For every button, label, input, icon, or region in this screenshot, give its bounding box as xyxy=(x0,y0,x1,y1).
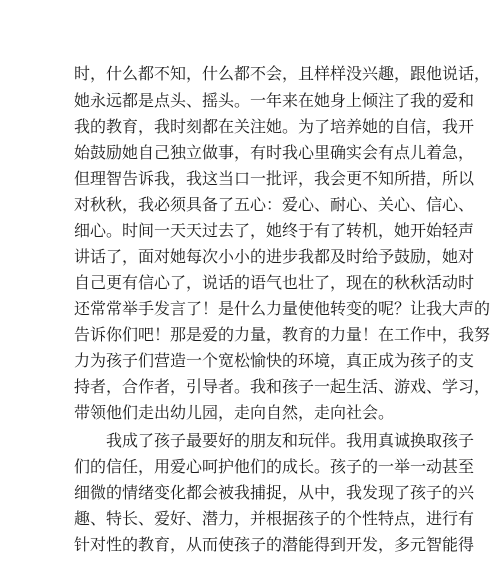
paragraph-1-line-7: 细心。时间一天天过去了，她终于有了转机，她开始轻声 xyxy=(74,221,475,240)
paragraph-2-line-2: 们的信任，用爱心呵护他们的成长。孩子的一举一动甚至 xyxy=(74,457,475,476)
paragraph-2-line-5: 针对性的教育，从而使孩子的潜能得到开发，多元智能得 xyxy=(74,535,475,554)
paragraph-1-line-8: 讲话了，面对她每次小小的进步我都及时给予鼓励，她对 xyxy=(74,247,475,266)
paragraph-1-line-13: 持者，合作者，引导者。我和孩子一起生活、游戏、学习， xyxy=(74,377,491,396)
paragraph-1-line-5: 但理智告诉我，我这当口一批评，我会更不知所措，所以 xyxy=(74,169,475,188)
paragraph-1-line-3: 我的教育，我时刻都在关注她。为了培养她的自信，我开 xyxy=(74,117,475,136)
paragraph-1-line-1: 时，什么都不知，什么都不会，且样样没兴趣，跟他说话， xyxy=(74,64,491,83)
paragraph-2-line-1: 我成了孩子最要好的朋友和玩伴。我用真诚换取孩子 xyxy=(106,431,475,450)
paragraph-1-line-11: 告诉你们吧！那是爱的力量，教育的力量！在工作中，我努 xyxy=(74,325,491,344)
paragraph-1-line-6: 对秋秋，我必须具备了五心：爱心、耐心、关心、信心、 xyxy=(74,195,475,214)
paragraph-1-line-14: 带领他们走出幼儿园，走向自然，走向社会。 xyxy=(74,403,395,422)
paragraph-2-line-4: 趣、特长、爱好、潜力，并根据孩子的个性特点，进行有 xyxy=(74,509,475,528)
paragraph-1-line-12: 力为孩子们营造一个宽松愉快的环境，真正成为孩子的支 xyxy=(74,351,475,370)
paragraph-1-line-10: 还常常举手发言了！是什么力量使他转变的呢？让我大声的 xyxy=(74,299,491,318)
paragraph-2-line-3: 细微的情绪变化都会被我捕捉，从中，我发现了孩子的兴 xyxy=(74,483,475,502)
paragraph-1-line-4: 始鼓励她自己独立做事，有时我心里确实会有点儿着急， xyxy=(74,143,475,162)
paragraph-1-line-2: 她永远都是点头、摇头。一年来在她身上倾注了我的爱和 xyxy=(74,91,475,110)
paragraph-1-line-9: 自己更有信心了，说话的语气也壮了，现在的秋秋活动时 xyxy=(74,273,475,292)
